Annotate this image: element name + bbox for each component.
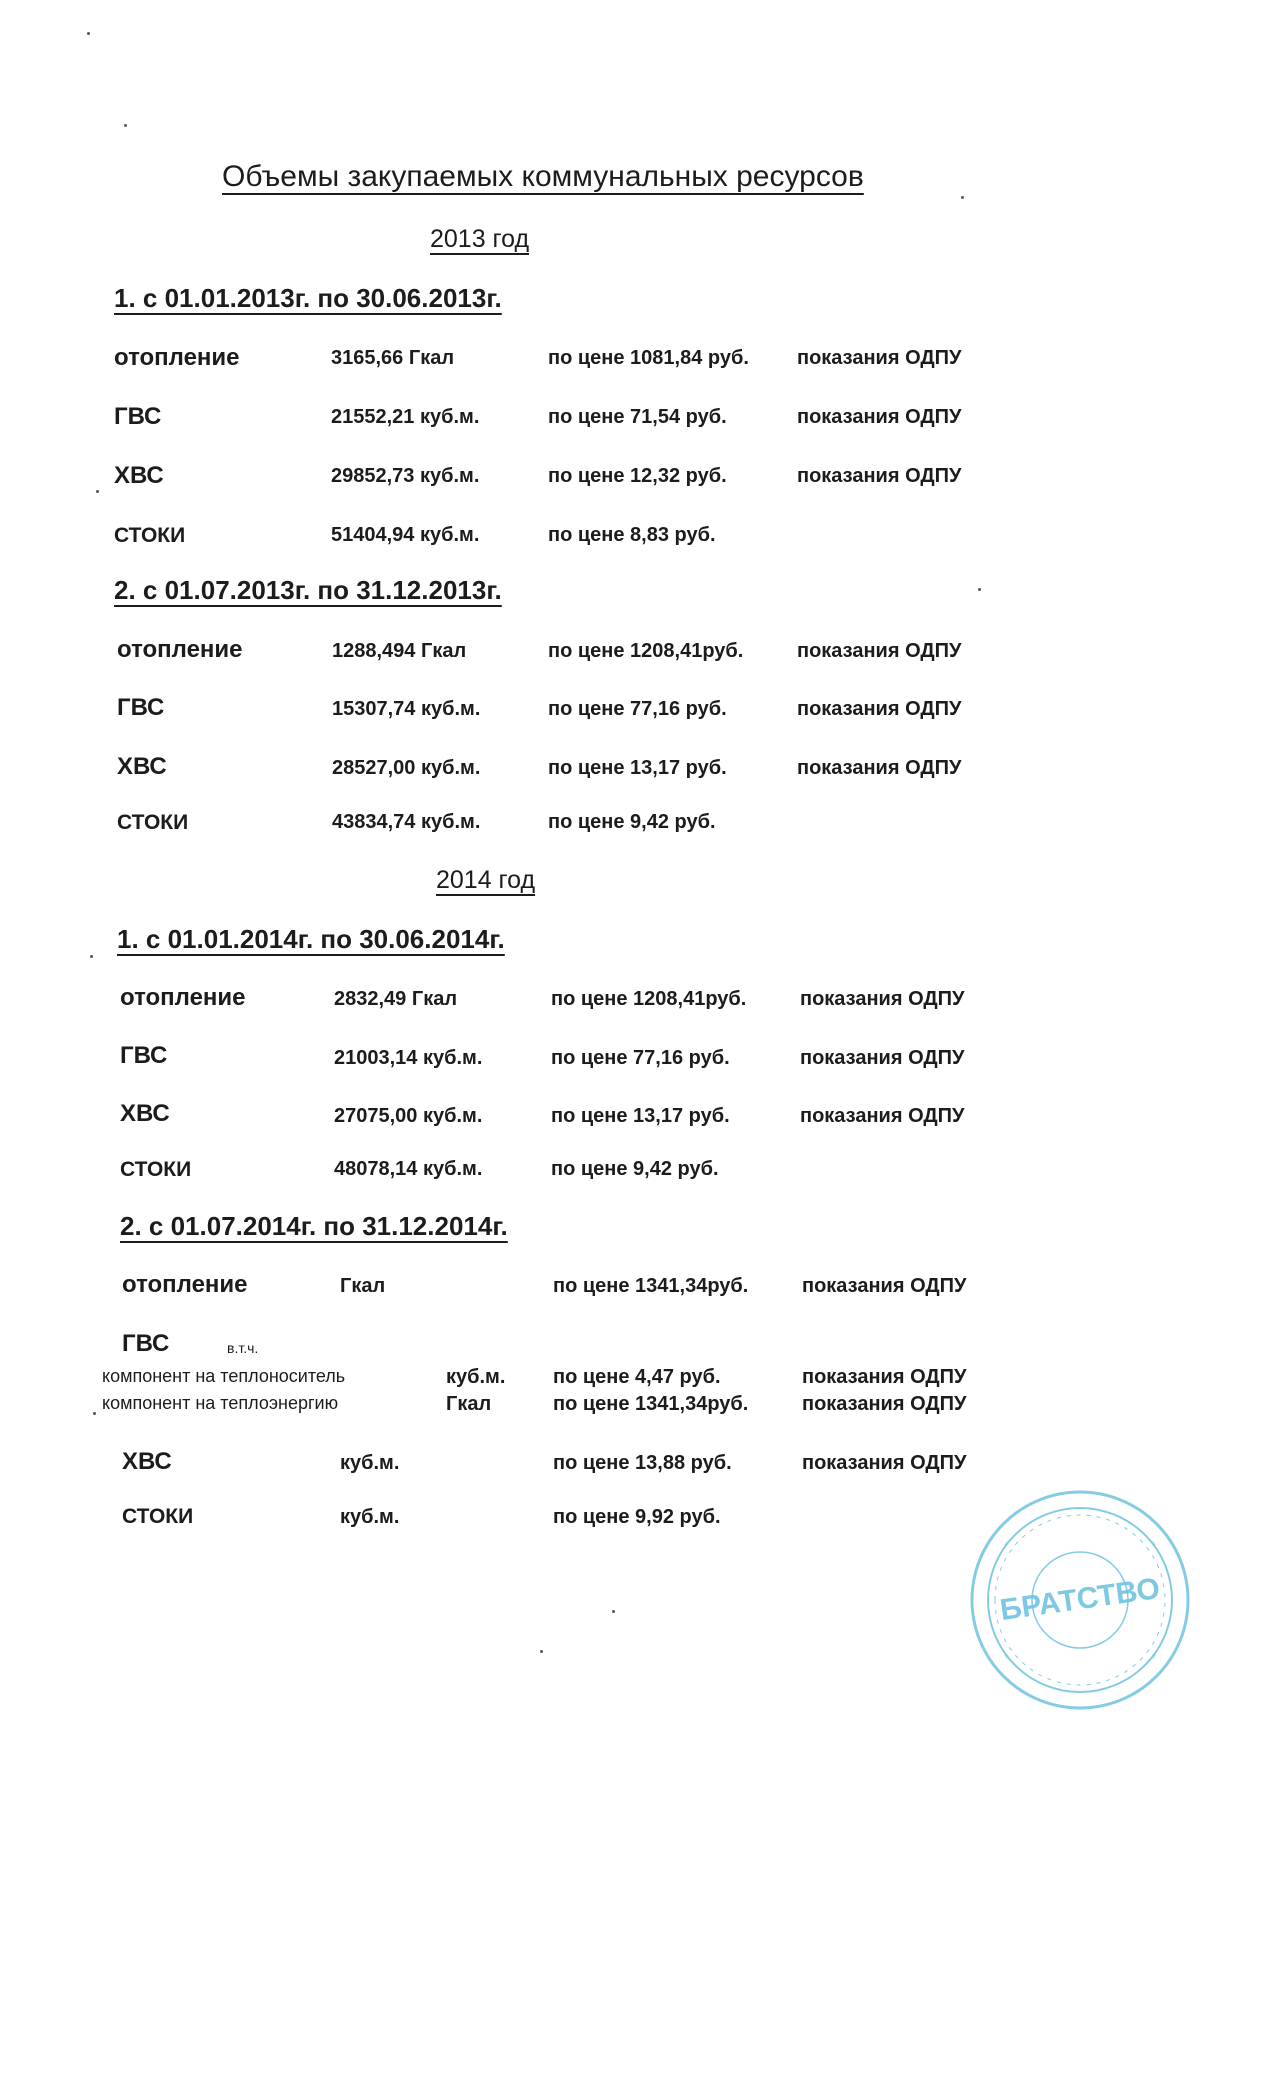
resource-name: компонент на теплоноситель bbox=[102, 1366, 346, 1386]
resource-price: по цене 77,16 руб. bbox=[551, 1047, 730, 1069]
resource-volume: 21552,21 куб.м. bbox=[331, 406, 480, 428]
resource-note: показания ОДПУ bbox=[797, 465, 962, 487]
resource-note: показания ОДПУ bbox=[802, 1366, 967, 1388]
resource-price: по цене 9,42 руб. bbox=[548, 811, 716, 833]
resource-price: по цене 1081,84 руб. bbox=[548, 347, 749, 369]
scan-speck bbox=[96, 490, 99, 493]
resource-name: ГВС bbox=[122, 1330, 170, 1357]
scan-speck bbox=[612, 1610, 615, 1613]
resource-note: показания ОДПУ bbox=[797, 406, 962, 428]
resource-price: по цене 8,83 руб. bbox=[548, 524, 716, 546]
resource-price: по цене 9,92 руб. bbox=[553, 1506, 721, 1528]
resource-name: отопление bbox=[122, 1271, 248, 1298]
resource-name: ХВС bbox=[114, 462, 164, 489]
resource-price: по цене 13,17 руб. bbox=[551, 1105, 730, 1127]
resource-volume: Гкал bbox=[340, 1275, 386, 1297]
resource-price: по цене 13,88 руб. bbox=[553, 1452, 732, 1474]
resource-volume: 21003,14 куб.м. bbox=[334, 1047, 483, 1069]
resource-volume: Гкал bbox=[446, 1393, 492, 1415]
resource-price: по цене 12,32 руб. bbox=[548, 465, 727, 487]
scan-speck bbox=[540, 1650, 543, 1653]
resource-name: ХВС bbox=[117, 753, 167, 780]
resource-note: показания ОДПУ bbox=[800, 1047, 965, 1069]
resource-volume: 2832,49 Гкал bbox=[334, 988, 458, 1010]
resource-name: СТОКИ bbox=[122, 1505, 194, 1528]
resource-volume: 3165,66 Гкал bbox=[331, 347, 455, 369]
resource-volume: 27075,00 куб.м. bbox=[334, 1105, 483, 1127]
resource-note: показания ОДПУ bbox=[797, 698, 962, 720]
resource-volume: куб.м. bbox=[340, 1452, 400, 1474]
resource-volume: 48078,14 куб.м. bbox=[334, 1158, 483, 1180]
resource-price: по цене 1341,34руб. bbox=[553, 1393, 749, 1415]
scan-speck bbox=[93, 1412, 96, 1415]
resource-note: показания ОДПУ bbox=[797, 757, 962, 779]
resource-price: по цене 77,16 руб. bbox=[548, 698, 727, 720]
resource-price: по цене 1208,41руб. bbox=[551, 988, 747, 1010]
resource-name: отопление bbox=[120, 984, 246, 1011]
resource-name: отопление bbox=[114, 344, 240, 371]
period-heading-2014-1: 1. с 01.01.2014г. по 30.06.2014г. bbox=[117, 924, 505, 954]
resource-price: по цене 4,47 руб. bbox=[553, 1366, 721, 1388]
resource-volume: куб.м. bbox=[340, 1506, 400, 1528]
resource-volume: 29852,73 куб.м. bbox=[331, 465, 480, 487]
period-heading-2013-2: 2. с 01.07.2013г. по 31.12.2013г. bbox=[114, 575, 502, 605]
resource-name: ХВС bbox=[120, 1100, 170, 1127]
resource-name: СТОКИ bbox=[114, 524, 186, 547]
organization-stamp bbox=[965, 1485, 1195, 1715]
resource-price: по цене 13,17 руб. bbox=[548, 757, 727, 779]
resource-name: ХВС bbox=[122, 1448, 172, 1475]
resource-price: по цене 9,42 руб. bbox=[551, 1158, 719, 1180]
scan-speck bbox=[124, 124, 127, 127]
resource-name: СТОКИ bbox=[120, 1158, 192, 1181]
stamp-text: БРАТСТВО bbox=[997, 1571, 1162, 1628]
resource-volume: 51404,94 куб.м. bbox=[331, 524, 480, 546]
resource-note: показания ОДПУ bbox=[800, 988, 965, 1010]
resource-note: показания ОДПУ bbox=[797, 347, 962, 369]
resource-volume: куб.м. bbox=[446, 1366, 506, 1388]
resource-note: показания ОДПУ bbox=[802, 1393, 967, 1415]
scan-speck bbox=[90, 955, 93, 958]
document-title: Объемы закупаемых коммунальных ресурсов bbox=[222, 160, 864, 193]
resource-volume: 43834,74 куб.м. bbox=[332, 811, 481, 833]
resource-volume: 15307,74 куб.м. bbox=[332, 698, 481, 720]
resource-name: компонент на теплоэнергию bbox=[102, 1393, 339, 1413]
resource-name: ГВС bbox=[120, 1042, 168, 1069]
resource-note: показания ОДПУ bbox=[802, 1275, 967, 1297]
resource-name: отопление bbox=[117, 636, 243, 663]
period-heading-2014-2: 2. с 01.07.2014г. по 31.12.2014г. bbox=[120, 1211, 508, 1241]
resource-name: СТОКИ bbox=[117, 811, 189, 834]
resource-price: по цене 1341,34руб. bbox=[553, 1275, 749, 1297]
year-heading-2014: 2014 год bbox=[436, 866, 536, 894]
resource-volume: 28527,00 куб.м. bbox=[332, 757, 481, 779]
resource-note: показания ОДПУ bbox=[800, 1105, 965, 1127]
resource-price: по цене 71,54 руб. bbox=[548, 406, 727, 428]
resource-qualifier: в.т.ч. bbox=[227, 1340, 259, 1356]
resource-volume: 1288,494 Гкал bbox=[332, 640, 467, 662]
scan-speck bbox=[961, 196, 964, 199]
scan-speck bbox=[978, 588, 981, 591]
resource-name: ГВС bbox=[114, 403, 162, 430]
resource-note: показания ОДПУ bbox=[802, 1452, 967, 1474]
year-heading-2013: 2013 год bbox=[430, 225, 530, 253]
resource-note: показания ОДПУ bbox=[797, 640, 962, 662]
resource-price: по цене 1208,41руб. bbox=[548, 640, 744, 662]
resource-name: ГВС bbox=[117, 694, 165, 721]
period-heading-2013-1: 1. с 01.01.2013г. по 30.06.2013г. bbox=[114, 283, 502, 313]
scan-speck bbox=[87, 32, 90, 35]
